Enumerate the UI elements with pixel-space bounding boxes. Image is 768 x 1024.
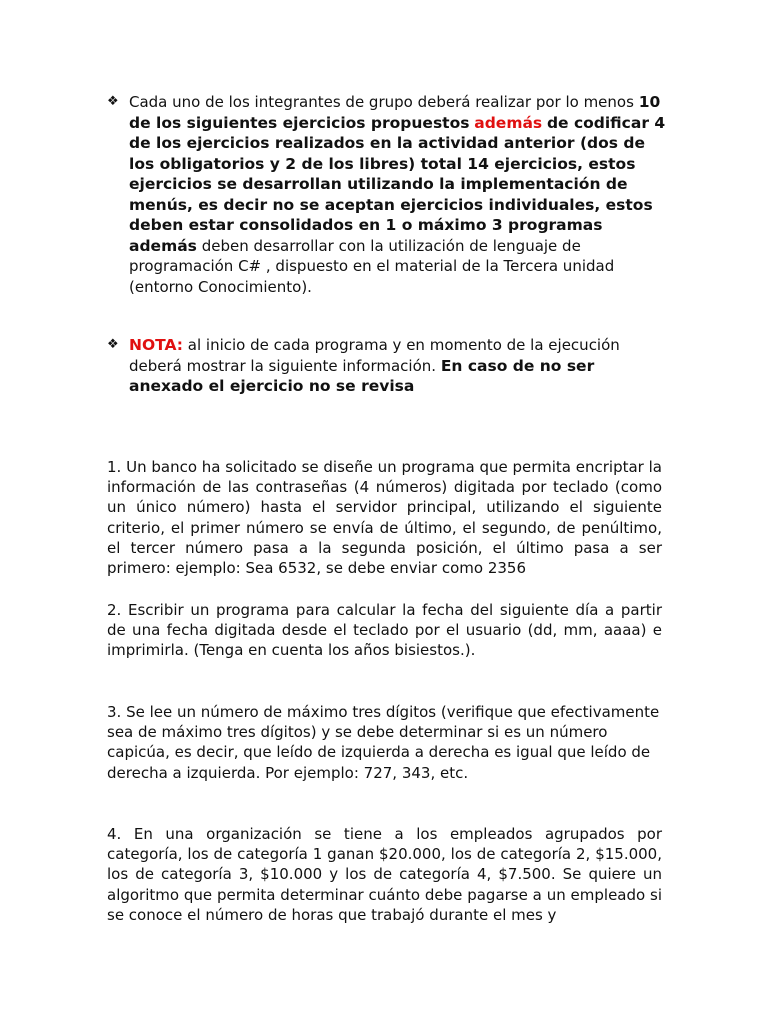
bullet-text [129,92,667,297]
bullet-item-requirements [107,92,667,297]
highlighted-word: además [474,113,543,132]
bold-requirement-text: 10 de los siguientes ejercicios propuestos [129,93,661,132]
note-text: al inicio de cada programa y en momento de la ejecución deberá mostrar la siguiente información. [129,336,620,375]
bullet-text [129,335,667,397]
bold-requirement-text-continued: de codificar 4 de los ejercicios realizados en la actividad anterior (dos de los obligatorios y 2 de los libres) total 14 ejercicios, estos ejercicios se desarrollan utilizando la implementación de menús, es decir no se aceptan ejercicios individuales, estos deben estar consolidados en 1 o máximo 3 programas además [129,113,666,255]
language-requirement-text: deben desarrollar con la utilización de lenguaje de programación C# , dispuesto en el material de la Tercera unidad (entorno Conocimiento). [129,236,615,296]
exercise-1: 1. Un banco ha solicitado se diseñe un programa que permita encriptar la información de las contraseñas (4 números) digitada por teclado (como un único número) hasta el servidor principal, utilizando el siguiente criterio, el primer número se envía de último, el segundo, de penúltimo, el tercer número pasa a la segunda posición, el último pasa a ser primero: ejemplo: Sea 6532, se debe enviar como 2356 [107,458,662,578]
exercise-2: 2. Escribir un programa para calcular la fecha del siguiente día a partir de una fecha digitada desde el teclado por el usuario (dd, mm, aaaa) e imprimirla. (Tenga en cuenta los años bisiestos.). [107,601,662,660]
diamond-bullet-icon: ❖ [107,337,119,352]
exercise-3: 3. Se lee un número de máximo tres dígitos (verifique que efectivamente sea de máximo tres dígitos) y se debe determinar si es un número capicúa, es decir, que leído de izquierda a derecha es igual que leído de derecha a izquierda. Por ejemplo: 727, 343, etc. [107,703,660,782]
exercise-4: 4. En una organización se tiene a los empleados agrupados por categoría, los de categoría 1 ganan $20.000, los de categoría 2, $15.000, los de categoría 3, $10.000 y los de categoría 4, $7.500. Se quiere un algoritmo que permita determinar cuánto debe pagarse a un empleado si se conoce el número de horas que trabajó durante el mes y [107,825,662,924]
intro-text: Cada uno de los integrantes de grupo deberá realizar por lo menos [129,93,634,111]
bullet-item-note [107,335,667,397]
note-warning-text: En caso de no ser anexado el ejercicio no se revisa [129,356,595,395]
diamond-bullet-icon: ❖ [107,94,119,109]
note-label: NOTA: [129,336,184,354]
